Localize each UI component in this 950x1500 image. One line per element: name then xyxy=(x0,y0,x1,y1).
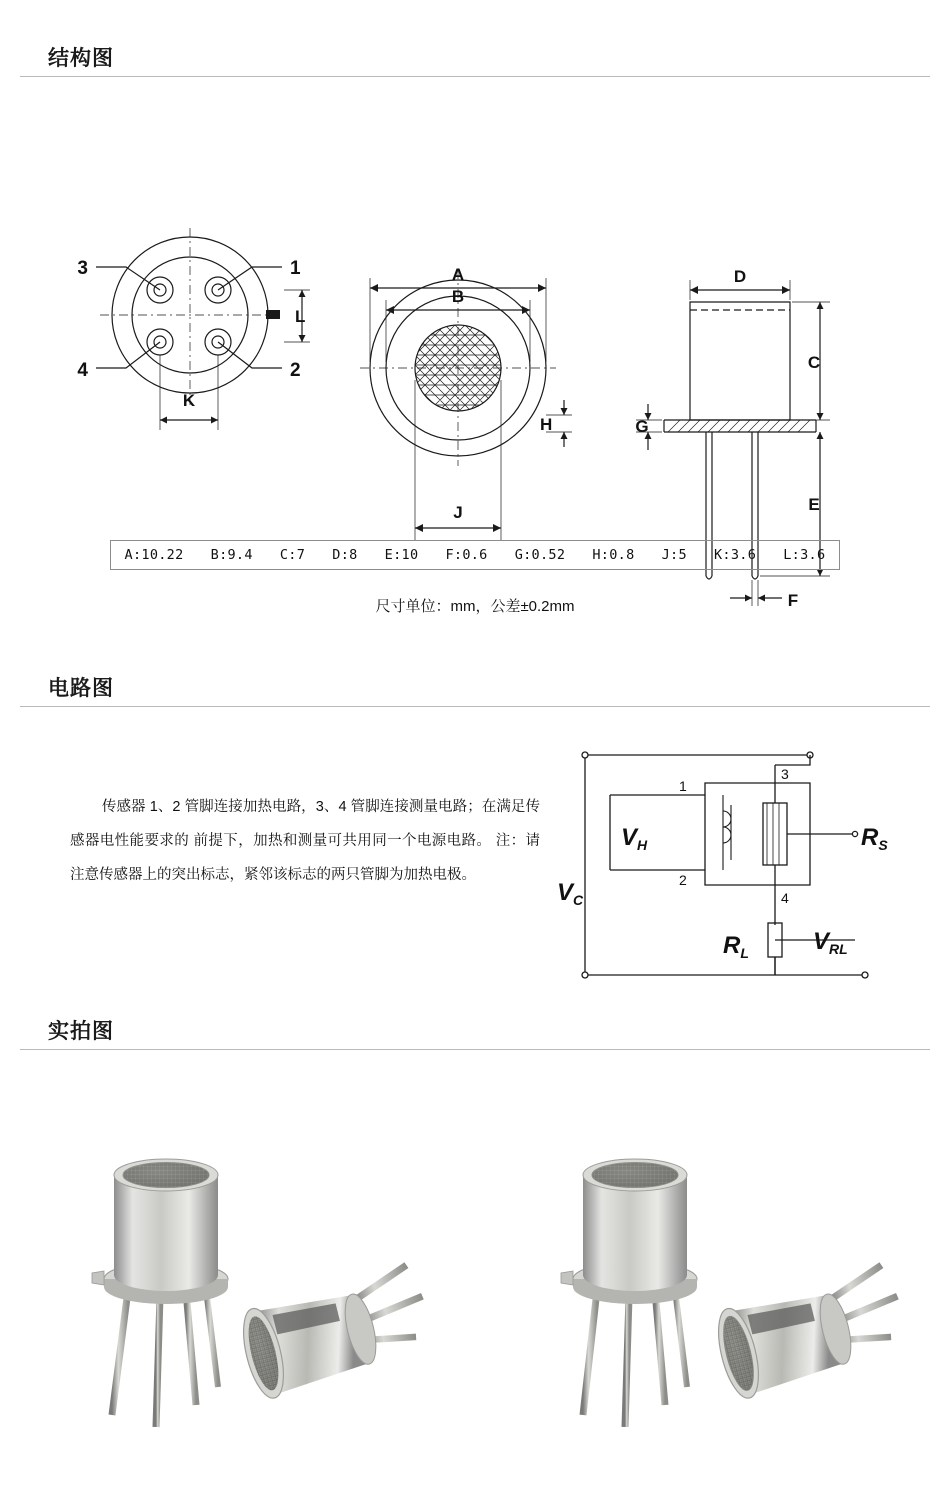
product-photo-left xyxy=(0,1075,475,1500)
sensor-tilted xyxy=(710,1263,913,1402)
section-title-photo: 实拍图 xyxy=(48,1020,114,1043)
sensor-upright xyxy=(561,1159,697,1427)
circuit-description-text: 传感器 1、2 管脚连接加热电路，3、4 管脚连接测量电路；在满足传感器电性能要求的 前提下，加热和测量可共用同一个电源电路。 注：请注意传感器上的突出标志，紧邻该标志的两只管脚为加热电极。 xyxy=(70,799,540,883)
dimension-item: F:0.6 xyxy=(445,547,488,563)
dimension-note: 尺寸单位：mm，公差±0.2mm xyxy=(375,598,575,615)
dimension-item: H:0.8 xyxy=(592,547,635,563)
sensor-tilted xyxy=(235,1263,438,1402)
dim-label-L: L xyxy=(295,307,306,326)
dim-label-D: D xyxy=(733,267,747,286)
label-vrl: $V_{RL}$ xyxy=(813,928,848,957)
pin-label-1: 1 xyxy=(290,258,301,279)
dimension-table xyxy=(110,540,840,570)
section-title-circuit: 电路图 xyxy=(48,677,114,700)
section-divider-structure xyxy=(20,76,930,77)
circuit-pin-2: 2 xyxy=(679,872,687,888)
dimension-item: K:3.6 xyxy=(714,547,757,563)
dimension-item: A:10.22 xyxy=(124,547,184,563)
product-photo-right xyxy=(475,1075,950,1500)
dim-label-F: F xyxy=(787,591,799,610)
section-divider-photo xyxy=(20,1049,930,1050)
circuit-pin-1: 1 xyxy=(679,778,687,794)
circuit-description xyxy=(70,790,540,892)
circuit-pin-3: 3 xyxy=(781,766,789,782)
dimension-item: J:5 xyxy=(661,547,687,563)
dimension-item: B:9.4 xyxy=(210,547,253,563)
label-rs: $R_S$ xyxy=(861,824,888,853)
label-vh: $V_H$ xyxy=(621,824,648,853)
label-vc: $V_C$ xyxy=(557,879,584,908)
dim-label-H: H xyxy=(540,415,553,434)
dim-label-J: J xyxy=(453,503,463,522)
label-rl: $R_L$ xyxy=(723,932,749,961)
dimension-item: D:8 xyxy=(332,547,358,563)
product-photo-left-svg xyxy=(0,1075,475,1500)
dim-label-E: E xyxy=(808,495,820,514)
sensor-upright xyxy=(92,1159,228,1427)
section-title-structure: 结构图 xyxy=(48,47,114,70)
circuit-pin-4: 4 xyxy=(781,890,789,906)
dim-label-G: G xyxy=(635,417,649,436)
section-divider-circuit xyxy=(20,706,930,707)
product-photo-right-svg xyxy=(475,1075,950,1500)
dim-label-K: K xyxy=(182,391,196,410)
pin-label-3: 3 xyxy=(77,258,88,279)
dimension-item: L:3.6 xyxy=(783,547,826,563)
circuit-diagram xyxy=(555,735,915,995)
dim-label-A: A xyxy=(451,265,465,284)
dim-label-B: B xyxy=(451,287,465,306)
product-photos xyxy=(0,1075,950,1500)
dimension-item: E:10 xyxy=(384,547,419,563)
pin-label-2: 2 xyxy=(290,360,301,381)
dim-label-C: C xyxy=(807,353,821,372)
dimension-item: C:7 xyxy=(279,547,306,563)
dimension-item: G:0.52 xyxy=(514,547,566,563)
circuit-diagram-svg xyxy=(555,735,915,995)
pin-label-4: 4 xyxy=(77,360,88,381)
